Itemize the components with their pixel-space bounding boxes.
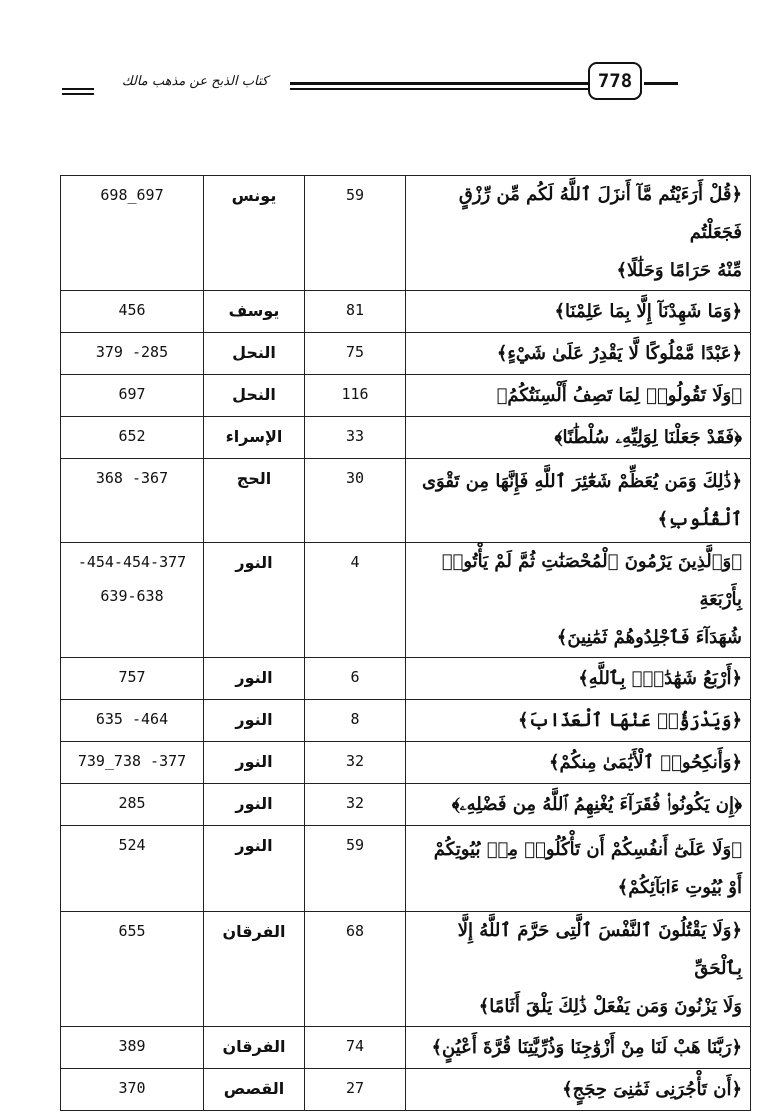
header-rule-left-top bbox=[62, 88, 94, 90]
page-references bbox=[61, 417, 204, 459]
ayah-text bbox=[406, 1027, 751, 1069]
ayah-number: 6 bbox=[305, 658, 406, 700]
surah-name: النور bbox=[204, 742, 305, 784]
ayah-line: أَوْ بُيُوتِ ءَابَآئِكُمْ﴾ bbox=[617, 876, 742, 898]
page-reference: 655 bbox=[118, 922, 146, 940]
ayah-number: 81 bbox=[305, 291, 406, 333]
page-reference: 757 bbox=[118, 668, 146, 686]
ayah-line: ﴿فَقَدْ جَعَلْنَا لِوَلِيِّهِۦ سُلْطَٰنًا﴾ bbox=[554, 426, 742, 448]
ayah-line: ﴿وَيَدْرَؤُا۟ عَنْهَا ٱلْعَذَابَ﴾ bbox=[518, 709, 742, 731]
ayah-line: ﴿وَلَا عَلَىٰٓ أَنفُسِكُمْ أَن تَأْكُلُوا۟ مِنۢ بُيُوتِكُمْ bbox=[433, 838, 742, 860]
ayah-line: ﴿أَرْبَعُ شَهَٰدَٰتٍۭ بِٱللَّهِ﴾ bbox=[578, 667, 742, 689]
ayah-line: ﴿أَن تَأْجُرَنِى ثَمَٰنِىَ حِجَجٍ﴾ bbox=[562, 1078, 742, 1100]
page-reference: 389 bbox=[118, 1037, 146, 1055]
page-reference: 379 -285 bbox=[95, 343, 169, 361]
table-row bbox=[61, 658, 751, 700]
page-reference: 697 bbox=[118, 385, 146, 403]
page-reference: 635 -464 bbox=[95, 710, 169, 728]
surah-name: النور bbox=[204, 784, 305, 826]
table-row bbox=[61, 417, 751, 459]
ayah-number: 74 bbox=[305, 1027, 406, 1069]
surah-name: الحج bbox=[204, 459, 305, 543]
page-references bbox=[61, 459, 204, 543]
ayah-number: 59 bbox=[305, 176, 406, 291]
ayah-number: 4 bbox=[305, 543, 406, 658]
page-reference: 285 bbox=[118, 794, 146, 812]
page-reference: 368 -367 bbox=[95, 469, 169, 487]
ayah-text bbox=[406, 291, 751, 333]
ayah-line: ﴿وَلَا يَقْتُلُونَ ٱلنَّفْسَ ٱلَّتِى حَرَّمَ ٱللَّهُ إِلَّا بِٱلْحَقِّ bbox=[457, 920, 742, 979]
page-references bbox=[61, 826, 204, 912]
surah-name: الإسراء bbox=[204, 417, 305, 459]
surah-name: يونس bbox=[204, 176, 305, 291]
ayah-number: 75 bbox=[305, 333, 406, 375]
ayah-line: ﴿وَأَنكِحُوا۟ ٱلْأَيَٰمَىٰ مِنكُمْ﴾ bbox=[548, 751, 742, 773]
ayah-number: 27 bbox=[305, 1069, 406, 1111]
ayah-line: ﴿ذَٰلِكَ وَمَن يُعَظِّمْ شَعَٰٓئِرَ ٱللَّهِ فَإِنَّهَا مِن تَقْوَى bbox=[421, 470, 742, 492]
table-row bbox=[61, 176, 751, 291]
page-reference: 639-638 bbox=[100, 587, 164, 605]
table-row bbox=[61, 1069, 751, 1111]
ayah-line: ﴿رَبَّنَا هَبْ لَنَا مِنْ أَزْوَٰجِنَا وَذُرِّيَّٰتِنَا قُرَّةَ أَعْيُنٍ﴾ bbox=[431, 1036, 742, 1058]
surah-name: القصص bbox=[204, 1069, 305, 1111]
ayah-number: 116 bbox=[305, 375, 406, 417]
ayah-line: وَلَا يَزْنُونَ وَمَن يَفْعَلْ ذَٰلِكَ يَلْقَ أَثَامًا﴾ bbox=[478, 996, 742, 1017]
table-row bbox=[61, 700, 751, 742]
ayah-line: شُهَدَآءَ فَٱجْلِدُوهُمْ ثَمَٰنِينَ﴾ bbox=[556, 627, 742, 648]
ayah-text bbox=[406, 784, 751, 826]
table-row bbox=[61, 1027, 751, 1069]
surah-name: النور bbox=[204, 658, 305, 700]
header-rule-left-bottom bbox=[62, 93, 94, 95]
ayah-line: ﴿عَبْدًا مَّمْلُوكًا لَّا يَقْدِرُ عَلَىٰ شَيْءٍ﴾ bbox=[496, 342, 742, 364]
page-references bbox=[61, 784, 204, 826]
ayah-line: ﴿إِن يَكُونُوا۟ فُقَرَآءَ يُغْنِهِمُ ٱللَّهُ مِن فَضْلِهِۦ﴾ bbox=[451, 793, 742, 815]
page-reference: -454-454-377 bbox=[77, 553, 187, 571]
ayah-text bbox=[406, 459, 751, 543]
page-reference: 652 bbox=[118, 427, 146, 445]
ayah-text bbox=[406, 700, 751, 742]
ayah-text bbox=[406, 417, 751, 459]
ayah-line: ﴿قُلْ أَرَءَيْتُم مَّآ أَنزَلَ ٱللَّهُ لَكُم مِّن رِّزْقٍ فَجَعَلْتُم bbox=[458, 184, 742, 243]
page-reference: 524 bbox=[118, 836, 146, 854]
ayah-line: ﴿وَٱلَّذِينَ يَرْمُونَ ٱلْمُحْصَنَٰتِ ثُمَّ لَمْ يَأْتُوا۟ بِأَرْبَعَةِ bbox=[441, 551, 742, 610]
page-references bbox=[61, 176, 204, 291]
ayah-text bbox=[406, 826, 751, 912]
page-references bbox=[61, 333, 204, 375]
table-row bbox=[61, 826, 751, 912]
page-number: 778 bbox=[588, 62, 642, 100]
page-references bbox=[61, 658, 204, 700]
ayah-text bbox=[406, 742, 751, 784]
ayah-line: ﴿وَمَا شَهِدْنَآ إِلَّا بِمَا عَلِمْنَا﴾ bbox=[554, 300, 742, 322]
quran-verse-index-table bbox=[60, 175, 751, 1111]
header-rule-right-top bbox=[290, 82, 590, 85]
surah-name: الفرقان bbox=[204, 1027, 305, 1069]
table-row bbox=[61, 459, 751, 543]
ayah-number: 30 bbox=[305, 459, 406, 543]
table-row bbox=[61, 375, 751, 417]
ayah-text bbox=[406, 375, 751, 417]
page-references bbox=[61, 742, 204, 784]
table-row bbox=[61, 543, 751, 658]
table-row bbox=[61, 742, 751, 784]
page-reference: 739_738 -377 bbox=[77, 752, 187, 770]
ayah-text bbox=[406, 1069, 751, 1111]
ayah-number: 8 bbox=[305, 700, 406, 742]
ayah-text bbox=[406, 658, 751, 700]
page-references bbox=[61, 700, 204, 742]
table-row bbox=[61, 784, 751, 826]
ayah-line: ﴿وَلَا تَقُولُوا۟ لِمَا تَصِفُ أَلْسِنَتُكُمُ﴾ bbox=[496, 384, 742, 406]
header-rule-right-bottom bbox=[290, 88, 590, 90]
ayah-text bbox=[406, 333, 751, 375]
ayah-text bbox=[406, 176, 751, 291]
surah-name: النحل bbox=[204, 375, 305, 417]
page-references bbox=[61, 1027, 204, 1069]
page-reference: 456 bbox=[118, 301, 146, 319]
table-row bbox=[61, 912, 751, 1027]
ayah-number: 32 bbox=[305, 742, 406, 784]
surah-name: النور bbox=[204, 826, 305, 912]
page-references bbox=[61, 1069, 204, 1111]
ayah-number: 33 bbox=[305, 417, 406, 459]
ayah-number: 68 bbox=[305, 912, 406, 1027]
surah-name: النور bbox=[204, 700, 305, 742]
surah-name: الفرقان bbox=[204, 912, 305, 1027]
ayah-text bbox=[406, 912, 751, 1027]
page-header bbox=[0, 0, 760, 110]
ayah-line: مِّنْهُ حَرَامًا وَحَلَٰلًا﴾ bbox=[616, 260, 742, 281]
page-reference: 370 bbox=[118, 1079, 146, 1097]
surah-name: النور bbox=[204, 543, 305, 658]
page-references bbox=[61, 291, 204, 333]
ayah-number: 32 bbox=[305, 784, 406, 826]
surah-name: يوسف bbox=[204, 291, 305, 333]
page-reference: 698_697 bbox=[100, 186, 164, 204]
page-references bbox=[61, 543, 204, 658]
page-references bbox=[61, 912, 204, 1027]
ayah-number: 59 bbox=[305, 826, 406, 912]
page-references bbox=[61, 375, 204, 417]
header-rule-far-right bbox=[644, 82, 678, 85]
table-row bbox=[61, 291, 751, 333]
running-title: كتاب الذبح عن مذهب مالك bbox=[121, 74, 269, 89]
table-row bbox=[61, 333, 751, 375]
surah-name: النحل bbox=[204, 333, 305, 375]
ayah-text bbox=[406, 543, 751, 658]
ayah-line: ٱلْقُلُوبِ﴾ bbox=[657, 508, 742, 530]
